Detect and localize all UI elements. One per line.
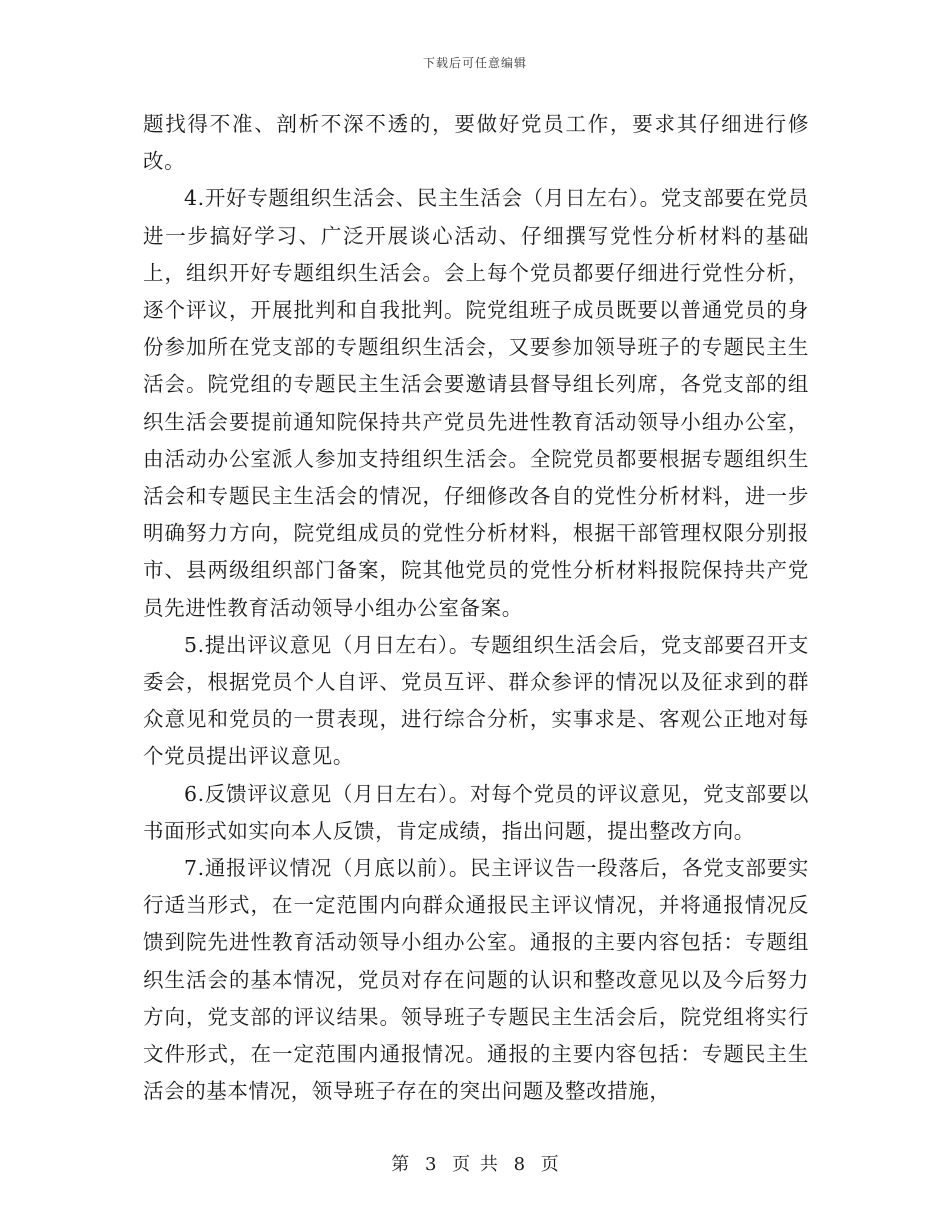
footer-suffix: 页	[540, 1154, 559, 1175]
footer-prefix: 第	[391, 1154, 410, 1175]
paragraph-item-4: 4.开好专题组织生活会、民主生活会（月日左右）。党支部要在党员进一步搞好学习、广泛开展谈心活动、仔细撰写党性分析材料的基础上，组织开好专题组织生活会。会上每个党员都要仔细进行党性分析，逐个评议，开展批判和自我批判。院党组班子成员既要以普通党员的身份参加所在党支部的专题组织生活会，又要参加领导班子的专题民主生活会。院党组的专题民主生活会要邀请县督导组长列席，各党支部的组织生活会要提前通知院保持共产党员先进性教育活动领导小组办公室，由活动办公室派人参加支持组织生活会。全院党员都要根据专题组织生活会和专题民主生活会的情况，仔细修改各自的党性分析材料，进一步明确努力方向，院党组成员的党性分析材料，根据干部管理权限分别报市、县两级组织部门备案，院其他党员的党性分析材料报院保持共产党员先进性教育活动领导小组办公室备案。	[143, 186, 809, 620]
footer-total-pages: 8	[513, 1154, 526, 1175]
document-body	[143, 106, 809, 1110]
footer-middle: 页 共	[452, 1154, 498, 1175]
page-header: 下载后可任意编辑	[422, 56, 527, 70]
paragraph-continuation: 题找得不准、剖析不深不透的，要做好党员工作，要求其仔细进行修改。	[143, 112, 809, 174]
paragraph-item-6: 6.反馈评议意见（月日左右）。对每个党员的评议意见，党支部要以书面形式如实向本人反馈，肯定成绩，指出问题，提出整改方向。	[143, 781, 809, 843]
page-footer	[0, 1150, 950, 1176]
paragraph-item-5: 5.提出评议意见（月日左右）。专题组织生活会后，党支部要召开支委会，根据党员个人自评、党员互评、群众参评的情况以及征求到的群众意见和党员的一贯表现，进行综合分析，实事求是、客观公正地对每个党员提出评议意见。	[143, 632, 809, 769]
paragraph-item-7: 7.通报评议情况（月底以前）。民主评议告一段落后，各党支部要实行适当形式，在一定范围内向群众通报民主评议情况，并将通报情况反馈到院先进性教育活动领导小组办公室。通报的主要内容包括：专题组织生活会的基本情况，党员对存在问题的认识和整改意见以及今后努力方向，党支部的评议结果。领导班子专题民主生活会后，院党组将实行文件形式，在一定范围内通报情况。通报的主要内容包括：专题民主生活会的基本情况，领导班子存在的突出问题及整改措施，	[143, 856, 809, 1104]
footer-current-page: 3	[424, 1154, 437, 1175]
